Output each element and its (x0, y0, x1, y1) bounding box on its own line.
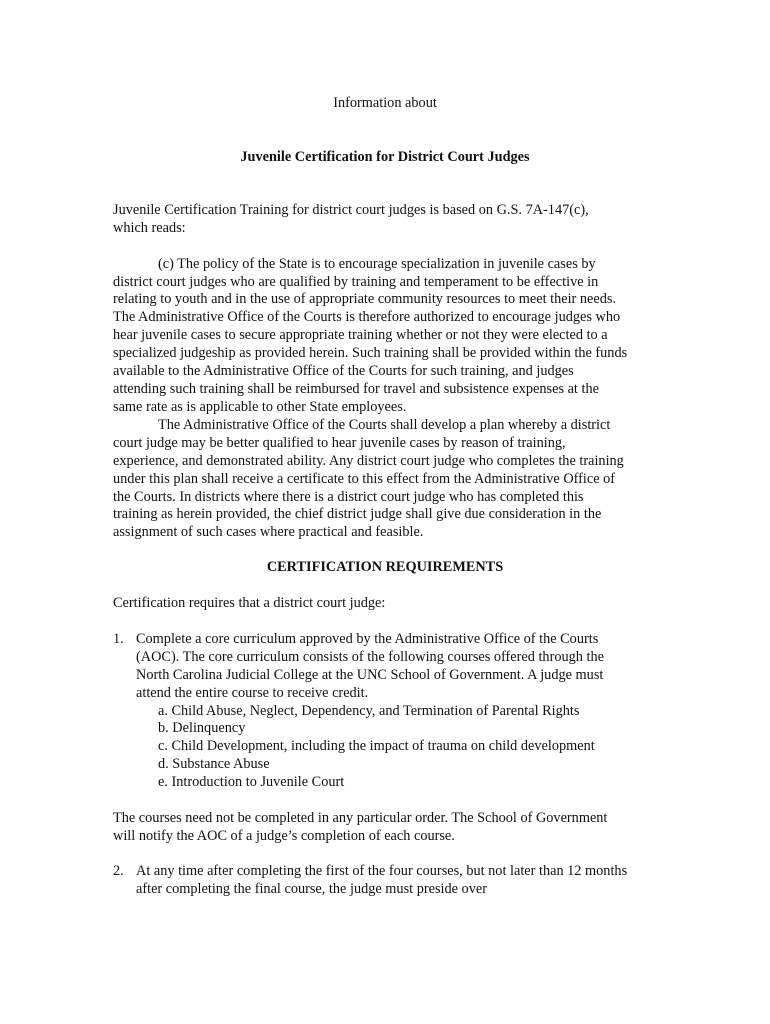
statute-line: experience, and demonstrated ability. Any district court judge who completes the training (113, 453, 624, 469)
list-item-number: 2. (113, 863, 124, 879)
note-line: The courses need not be completed in any particular order. The School of Government (113, 810, 608, 826)
header-intro: Information about (333, 95, 437, 111)
note-line: will notify the AOC of a judge’s completion of each course. (113, 828, 455, 844)
statute-line: training as herein provided, the chief district judge shall give due consideration in the (113, 506, 602, 522)
list-item-line: North Carolina Judicial College at the UNC School of Government. A judge must (136, 667, 604, 683)
statute-line: attending such training shall be reimbursed for travel and subsistence expenses at the (113, 381, 599, 397)
course-item: e. Introduction to Juvenile Court (158, 774, 345, 790)
statute-line: (c) The policy of the State is to encourage specialization in juvenile cases by (158, 256, 596, 272)
course-item: a. Child Abuse, Neglect, Dependency, and Termination of Parental Rights (158, 703, 580, 719)
statute-line: relating to youth and in the use of appropriate community resources to meet their needs. (113, 291, 617, 307)
statute-line: assignment of such cases where practical and feasible. (113, 524, 424, 540)
intro-line: Juvenile Certification Training for district court judges is based on G.S. 7A-147(c), (113, 202, 589, 218)
statute-line: specialized judgeship as provided herein. Such training shall be provided within the funds (113, 345, 628, 361)
section-heading: CERTIFICATION REQUIREMENTS (266, 559, 504, 575)
statute-line: under this plan shall receive a certificate to this effect from the Administrative Office of (113, 471, 616, 487)
list-item-line: Complete a core curriculum approved by the Administrative Office of the Courts (136, 631, 599, 647)
list-item-line: At any time after completing the first of the four courses, but not later than 12 months (136, 863, 628, 879)
statute-line: same rate as is applicable to other State employees. (113, 399, 407, 415)
statute-line: The Administrative Office of the Courts is therefore authorized to encourage judges who (113, 309, 621, 325)
course-item: d. Substance Abuse (158, 756, 270, 772)
statute-line: court judge may be better qualified to hear juvenile cases by reason of training, (113, 435, 566, 451)
statute-line: available to the Administrative Office of the Courts for such training, and judges (113, 363, 574, 379)
statute-line: hear juvenile cases to secure appropriate training whether or not they were elected to a (113, 327, 608, 343)
list-item-number: 1. (113, 631, 124, 647)
course-item: c. Child Development, including the impact of trauma on child development (158, 738, 595, 754)
statute-line: The Administrative Office of the Courts shall develop a plan whereby a district (158, 417, 611, 433)
statute-line: the Courts. In districts where there is a district court judge who has completed this (113, 489, 584, 505)
list-item-line: attend the entire course to receive credit. (136, 685, 369, 701)
list-item-line: (AOC). The core curriculum consists of the following courses offered through the (136, 649, 604, 665)
document-title: Juvenile Certification for District Court Judges (240, 149, 530, 165)
requirements-lead: Certification requires that a district court judge: (113, 595, 386, 611)
statute-line: district court judges who are qualified by training and temperament to be effective in (113, 274, 599, 290)
intro-line: which reads: (113, 220, 186, 236)
course-item: b. Delinquency (158, 720, 246, 736)
list-item-line: after completing the final course, the judge must preside over (136, 881, 487, 897)
